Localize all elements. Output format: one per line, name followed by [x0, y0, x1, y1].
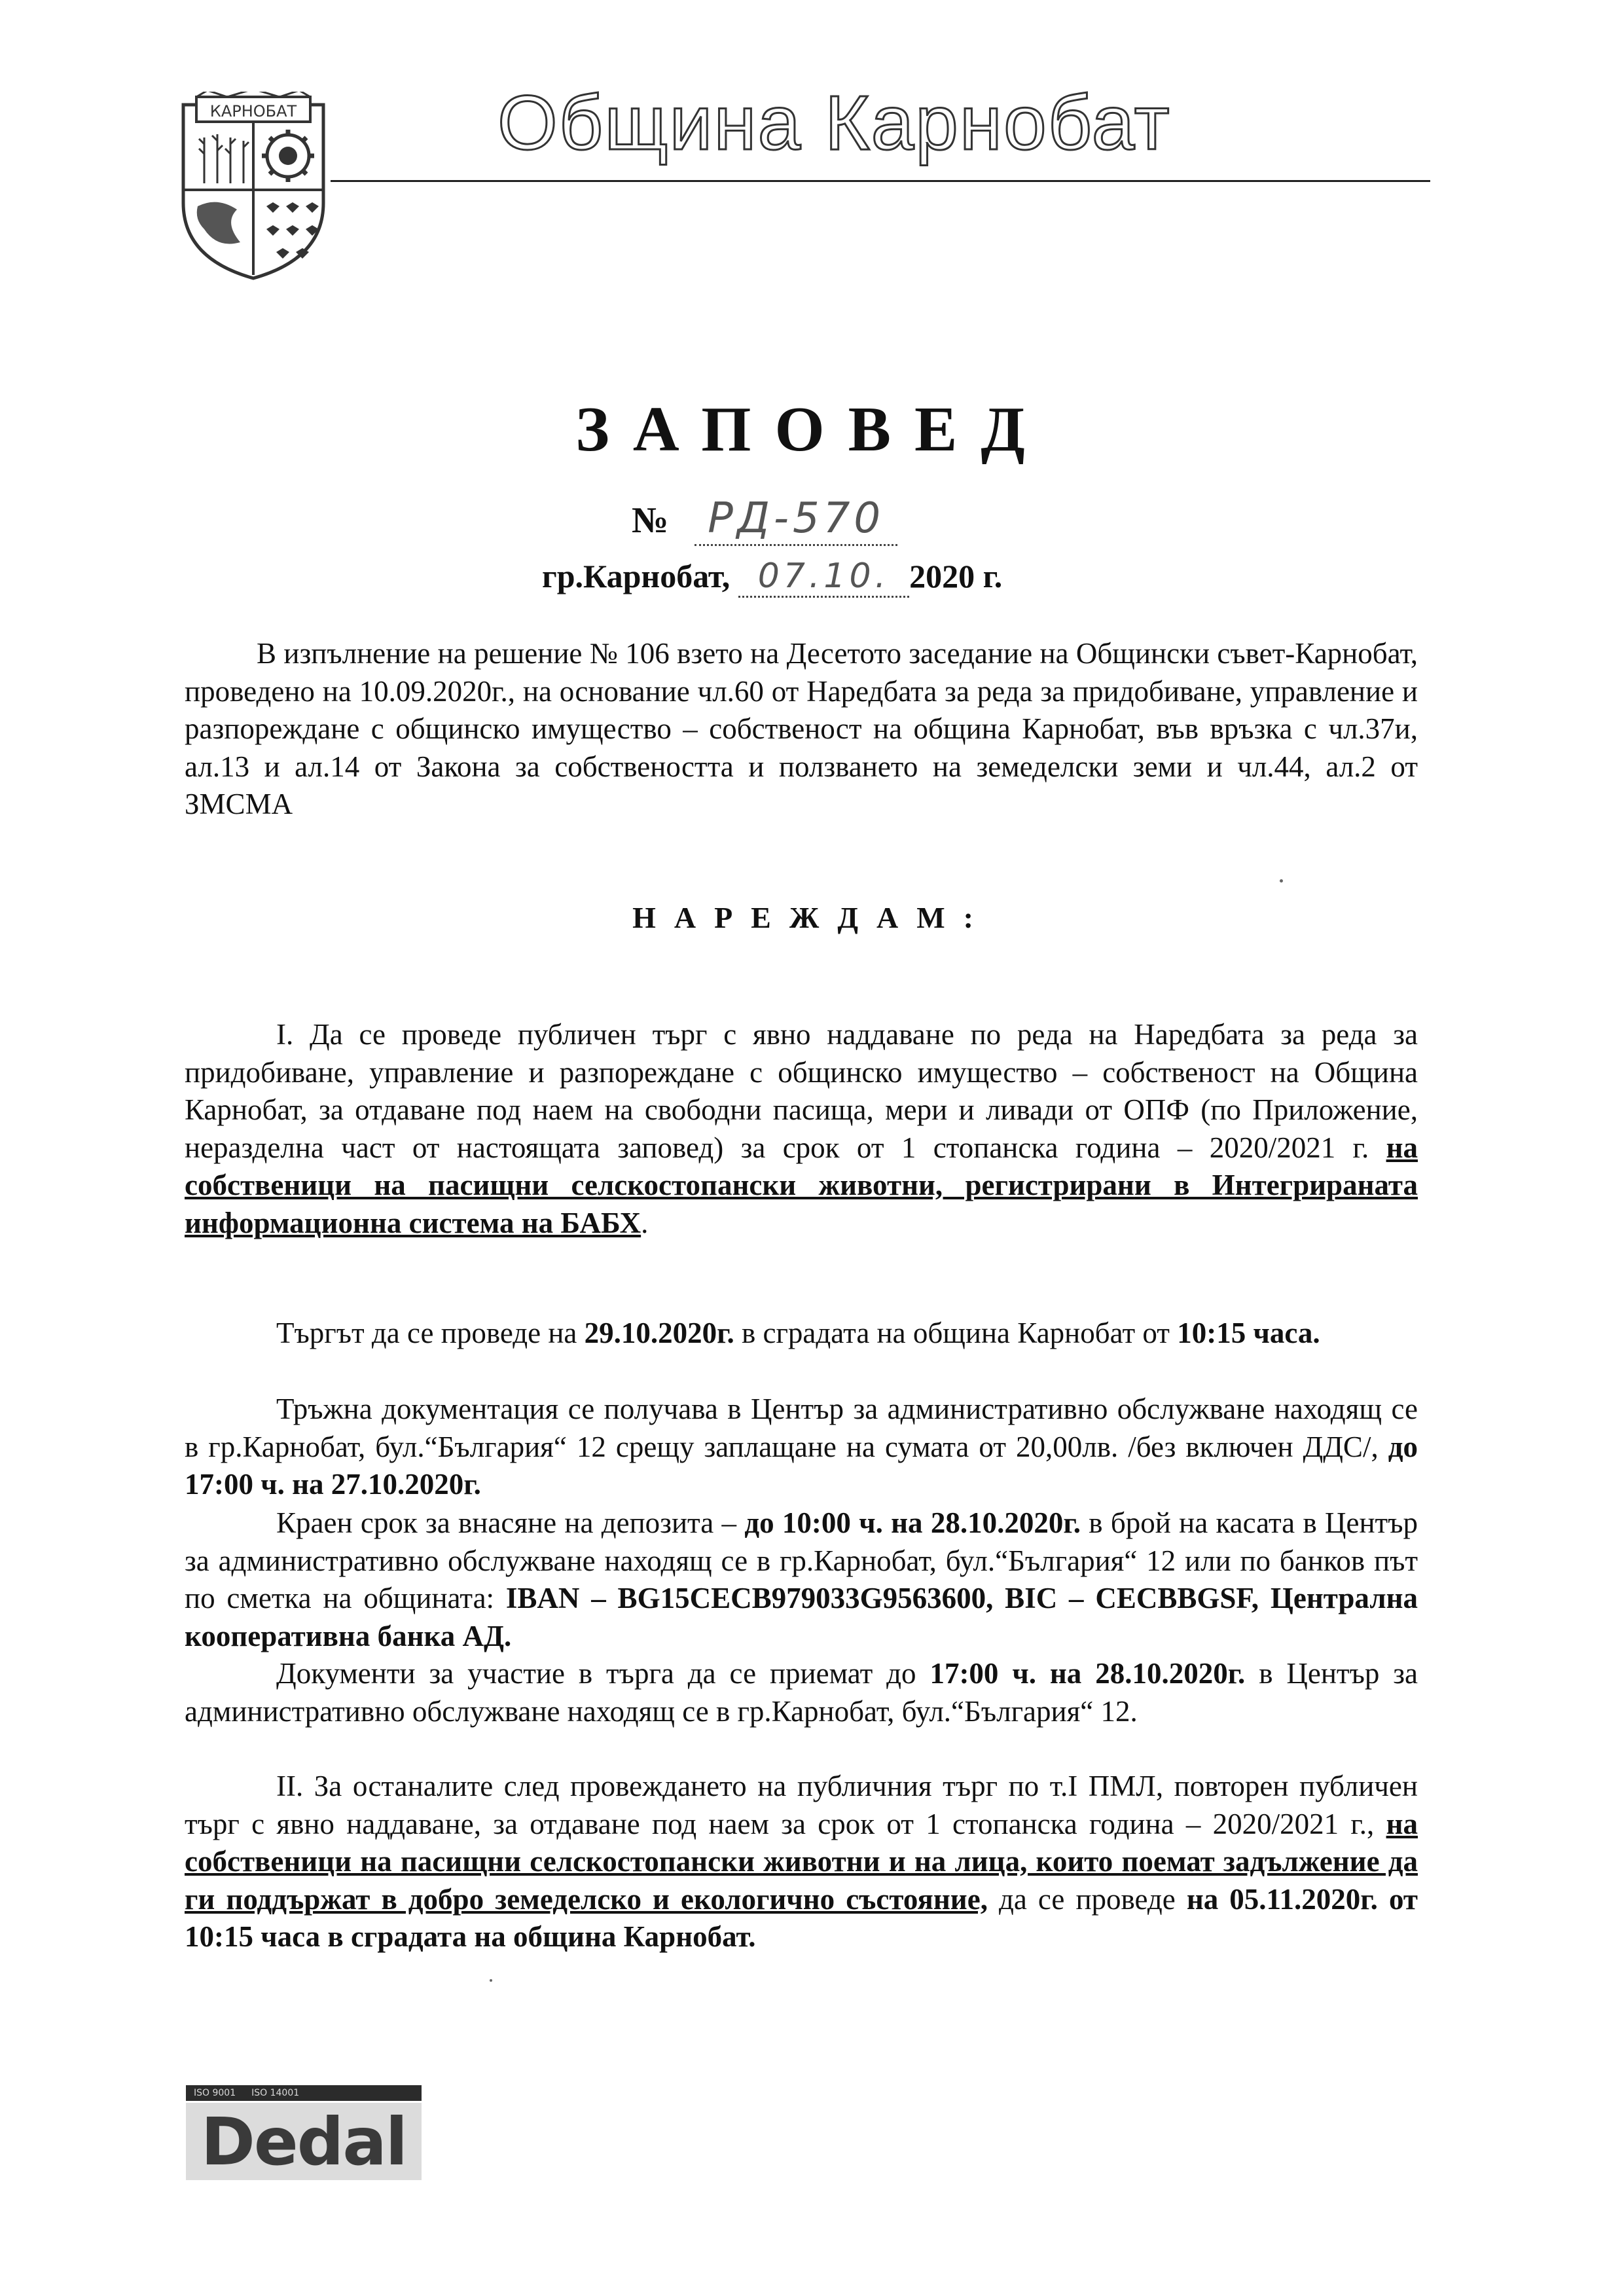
section-1-text: I. Да се проведе публичен търг с явно наддаване по реда на Наредбата за реда за придобиване, управление и разпореждане с общинско имущество – собственост на Община Карнобат, за отдаване под наем на свободни пасища, мери и ливади от ОПФ (по Приложение, неразделна част от настоящата заповед) за срок от 1 стопанска година – 2020/2021 г.	[185, 1018, 1418, 1164]
section-2-date: на 05.11.2020г. от 10:15 часа в сградата на община Карнобат.	[185, 1882, 1418, 1953]
section-2-text-2: да се проведе	[987, 1882, 1187, 1916]
number-label: №	[632, 500, 669, 541]
auction-text-2: в сградата на община Карнобат от	[734, 1317, 1178, 1349]
documents-text-1: Документи за участие в търга да се приемат до	[276, 1657, 930, 1690]
order-date: 07.10.	[738, 556, 909, 598]
section-2-text-1: II. За останалите след провеждането на публичния търг по т.I ПМЛ, повторен публичен търг с явно наддаване, за отдаване под наем за срок от 1 стопанска година – 2020/2021 г.,	[185, 1770, 1418, 1840]
crest-shield-icon	[178, 92, 329, 282]
cert-iso-14001: ISO 14001	[251, 2088, 300, 2098]
cert-iso-9001: ISO 9001	[194, 2088, 236, 2098]
scan-speck	[1280, 879, 1283, 883]
section-1-emphasis: на собственици на пасищни селскостопански животни, регистрирани в Интегрираната информационна система на БАБХ	[185, 1131, 1418, 1239]
auction-date: 29.10.2020г.	[584, 1317, 734, 1349]
bank-details: IBAN – BG15CECB979033G9563600, BIC – CECBBGSF, Централна кооперативна банка АД.	[185, 1582, 1418, 1652]
header-divider	[331, 180, 1430, 182]
auction-time: 10:15 часа.	[1177, 1317, 1320, 1349]
order-year: 2020 г.	[909, 558, 1003, 594]
documentation-text: Тръжна документация се получава в Център за административно обслужване находящ се в гр.Карнобат, бул.“България“ 12 срещу заплащане на сумата от 20,00лв. /без включен ДДС/,	[185, 1393, 1418, 1463]
documents-deadline: 17:00 ч. на 28.10.2020г.	[929, 1657, 1246, 1690]
place-date-row	[542, 556, 1002, 598]
crest-label: КАРНОБАТ	[209, 102, 297, 120]
order-number: РД-570	[695, 494, 897, 546]
place-label: гр.Карнобат,	[542, 558, 731, 594]
documents-paragraph	[185, 1655, 1418, 1730]
scan-speck	[490, 1979, 492, 1982]
section-2-paragraph	[185, 1768, 1418, 1956]
preamble-paragraph: В изпълнение на решение № 106 взето на Десетото заседание на Общински съвет-Карнобат, проведено на 10.09.2020г., на основание чл.60 от Наредбата за реда за придобиване, управление и разпореждане с общинско имущество – собственост на община Карнобат, във връзка с чл.37и, ал.13 и ал.14 от Закона за собствеността и ползването на земеделски земи и чл.44, ал.2 от ЗМСМА	[185, 637, 1418, 820]
section-2-emphasis: на собственици на пасищни селскостопански животни и на лица, които поемат задължение да ги поддържат в добро земеделско и екологично състояние,	[185, 1807, 1418, 1916]
order-heading: НАРЕЖДАМ:	[632, 901, 992, 934]
documentation-paragraph	[185, 1391, 1418, 1504]
deposit-paragraph	[185, 1504, 1418, 1655]
dedal-logo-text: Dedal	[200, 2103, 407, 2180]
auction-paragraph	[185, 1315, 1418, 1353]
deposit-text-1: Краен срок за внасяне на депозита –	[276, 1506, 745, 1539]
section-1-end: .	[641, 1206, 649, 1239]
section-1-paragraph	[185, 1016, 1418, 1242]
municipality-crest	[178, 92, 329, 282]
deposit-deadline: до 10:00 ч. на 28.10.2020г.	[744, 1506, 1081, 1539]
dedal-logo	[186, 2103, 422, 2180]
organization-title: Община Карнобат	[497, 80, 1171, 166]
documents-text-2: в Център за административно обслужване находящ се в гр.Карнобат, бул.“България“ 12.	[185, 1657, 1418, 1728]
document-title: ЗАПОВЕД	[575, 394, 1049, 465]
order-number-row	[632, 494, 897, 546]
certification-strip	[186, 2085, 422, 2101]
documentation-deadline: до 17:00 ч. на 27.10.2020г.	[185, 1430, 1418, 1501]
auction-text-1: Търгът да се проведе на	[276, 1317, 585, 1349]
deposit-text-2: в брой на касата в Център за административно обслужване находящ се в гр.Карнобат, бул.“България“ 12 или по банков път по сметка на общината:	[185, 1506, 1418, 1614]
